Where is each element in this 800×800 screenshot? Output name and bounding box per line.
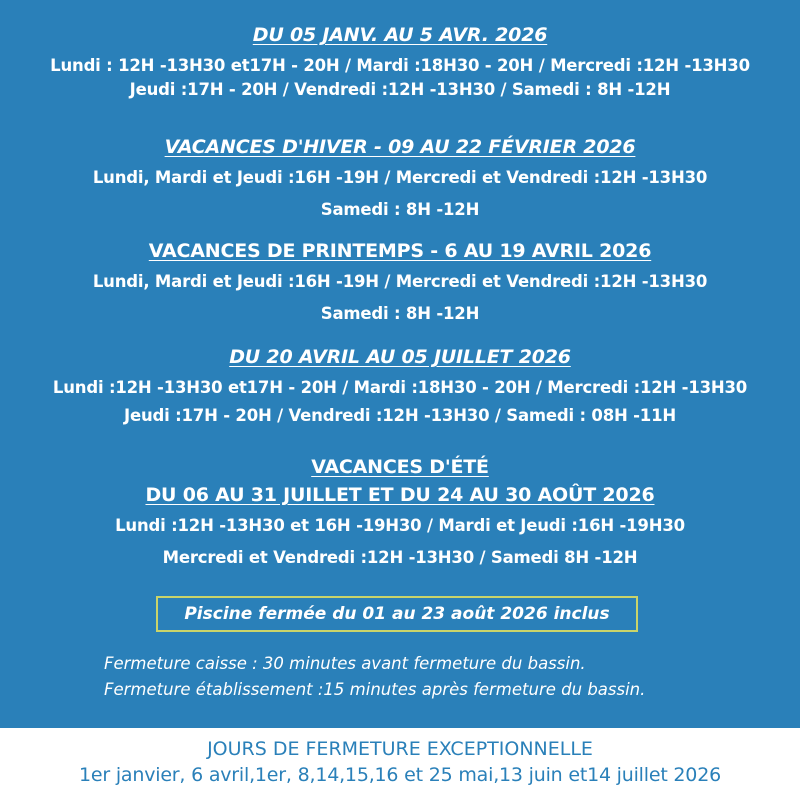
period-line: Mercredi et Vendredi :12H -13H30 / Samedi 8H -12H — [162, 548, 638, 567]
footnote: Fermeture caisse : 30 minutes avant fermeture du bassin. — [104, 654, 586, 673]
period-line: Jeudi :17H - 20H / Vendredi :12H -13H30 / Samedi : 08H -11H — [124, 406, 676, 425]
period-line: Lundi, Mardi et Jeudi :16H -19H / Mercredi et Vendredi :12H -13H30 — [92, 168, 708, 187]
period-heading: VACANCES DE PRINTEMPS - 6 AU 19 AVRIL 2026 — [148, 240, 652, 262]
period-line: Jeudi :17H - 20H / Vendredi :12H -13H30 / Samedi : 8H -12H — [129, 80, 671, 99]
closure-dates: 1er janvier, 6 avril,1er, 8,14,15,16 et 25 mai,13 juin et14 juillet 2026 — [79, 764, 721, 786]
closure-title: JOURS DE FERMETURE EXCEPTIONNELLE — [207, 738, 593, 760]
period-line: Samedi : 8H -12H — [320, 304, 480, 323]
footnote: Fermeture établissement :15 minutes après fermeture du bassin. — [104, 680, 646, 699]
period-line: Lundi :12H -13H30 et 16H -19H30 / Mardi et Jeudi :16H -19H30 — [115, 516, 685, 535]
period-heading: DU 20 AVRIL AU 05 JUILLET 2026 — [229, 346, 571, 368]
period-heading: VACANCES D'HIVER - 09 AU 22 FÉVRIER 2026 — [164, 136, 636, 158]
period-line: Lundi : 12H -13H30 et17H - 20H / Mardi :18H30 - 20H / Mercredi :12H -13H30 — [50, 56, 750, 75]
period-line: Lundi :12H -13H30 et17H - 20H / Mardi :18H30 - 20H / Mercredi :12H -13H30 — [52, 378, 748, 397]
period-heading: DU 05 JANV. AU 5 AVR. 2026 — [252, 24, 548, 46]
period-subheading: DU 06 AU 31 JUILLET ET DU 24 AU 30 AOÛT 2026 — [145, 484, 655, 506]
period-line: Samedi : 8H -12H — [320, 200, 480, 219]
period-line: Lundi, Mardi et Jeudi :16H -19H / Mercredi et Vendredi :12H -13H30 — [92, 272, 708, 291]
pool-closure-notice: Piscine fermée du 01 au 23 août 2026 inclus — [156, 596, 638, 632]
period-heading: VACANCES D'ÉTÉ — [311, 456, 489, 478]
